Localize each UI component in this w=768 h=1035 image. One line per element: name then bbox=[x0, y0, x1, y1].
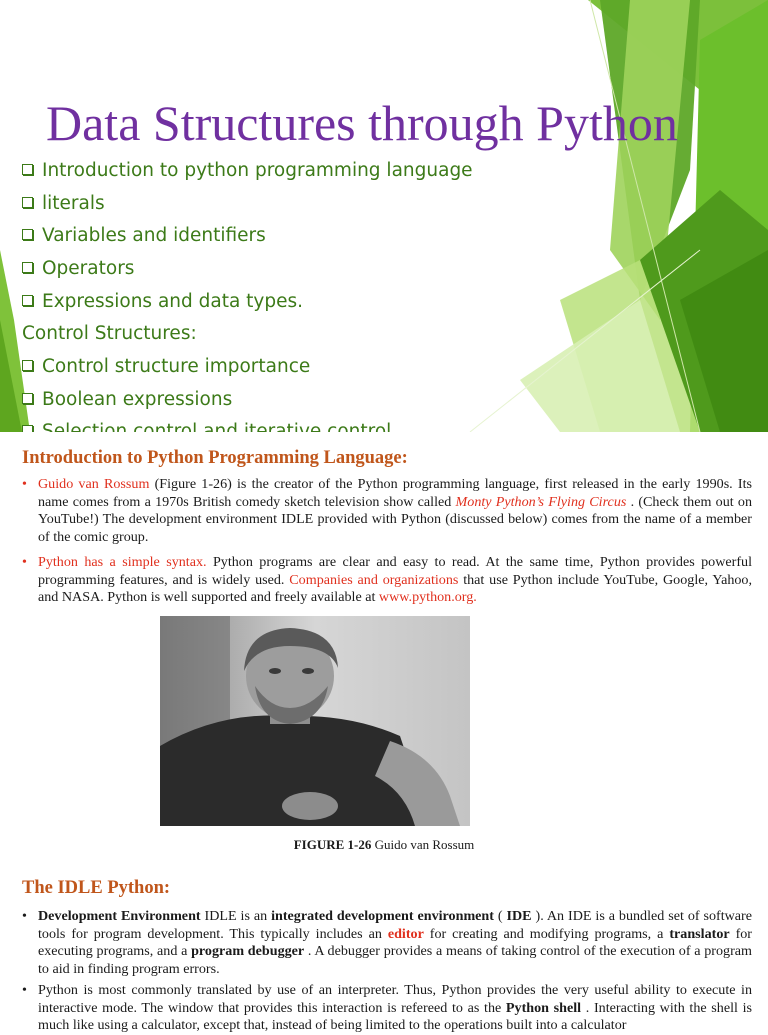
slide-list-item: literals bbox=[22, 187, 622, 220]
checkbox-bullet-icon bbox=[22, 360, 33, 371]
section-heading-idle: The IDLE Python: bbox=[22, 878, 171, 898]
slide bbox=[0, 0, 768, 432]
document-page bbox=[0, 432, 768, 1034]
paragraph-interpreter: • Python is most commonly translated by use of an interpreter. Thus, Python provides the very useful ability to execute in interactive mode. The window that provides this interaction is refereed to as the Python shell . Interacting with the shell is much like using a calculator, except that, instead of being limited to the operations built into a calculator bbox=[22, 982, 753, 1034]
slide-list-item: Variables and identifiers bbox=[22, 219, 622, 252]
figure-caption: FIGURE 1-26 Guido van Rossum bbox=[293, 837, 475, 852]
portrait-image bbox=[160, 616, 470, 826]
checkbox-bullet-icon bbox=[22, 393, 33, 404]
section-heading-intro: Introduction to Python Programming Language: bbox=[22, 448, 408, 468]
slide-list-item: Introduction to python programming language bbox=[22, 154, 622, 187]
slide-list-item: Operators bbox=[22, 252, 622, 285]
bullet-dot-icon: • bbox=[22, 477, 27, 492]
paragraph-syntax: • Python has a simple syntax. Python programs are clear and easy to read. At the same time, Python provides powerful programming features, and is widely used. Companies and organizations that use Python include YouTube, Google, Yahoo, and NASA. Python is well supported and freely available at www.python.org. bbox=[22, 554, 753, 606]
bullet-dot-icon: • bbox=[22, 909, 27, 924]
checkbox-bullet-icon bbox=[22, 197, 33, 208]
bullet-dot-icon: • bbox=[22, 983, 27, 998]
slide-list-item: Boolean expressions bbox=[22, 383, 622, 416]
slide-bullet-list bbox=[22, 154, 622, 448]
slide-title: Data Structures through Python bbox=[46, 95, 678, 151]
slide-list-subheading: Control Structures: bbox=[22, 323, 197, 345]
checkbox-bullet-icon bbox=[22, 262, 33, 273]
checkbox-bullet-icon bbox=[22, 295, 33, 306]
slide-list-item: Control structure importance bbox=[22, 350, 622, 383]
paragraph-ide: • Development Environment IDLE is an integrated development environment ( IDE ). An IDE is a bundled set of software tools for program development. This typically includes an editor for creating and modifying programs, a translator for executing programs, and a program debugger . A debugger provides a means of taking control of the execution of a program to aid in finding program errors. bbox=[22, 908, 752, 977]
slide-list-item: Expressions and data types. bbox=[22, 285, 622, 318]
checkbox-bullet-icon bbox=[22, 229, 33, 240]
python-link[interactable]: www.python.org bbox=[378, 589, 474, 606]
paragraph-guido: • Guido van Rossum (Figure 1-26) is the creator of the Python programming language, first released in the early 1990s. Its name comes from a 1970s British comedy sketch television show called Monty Python’s Flying Circus . (Check them out on YouTube!) The development environment IDLE provided with Python (discussed below) comes from the name of a member of the comic group. bbox=[22, 476, 752, 545]
guido-photo bbox=[160, 616, 470, 826]
bullet-dot-icon: • bbox=[22, 555, 27, 570]
checkbox-bullet-icon bbox=[22, 164, 33, 175]
